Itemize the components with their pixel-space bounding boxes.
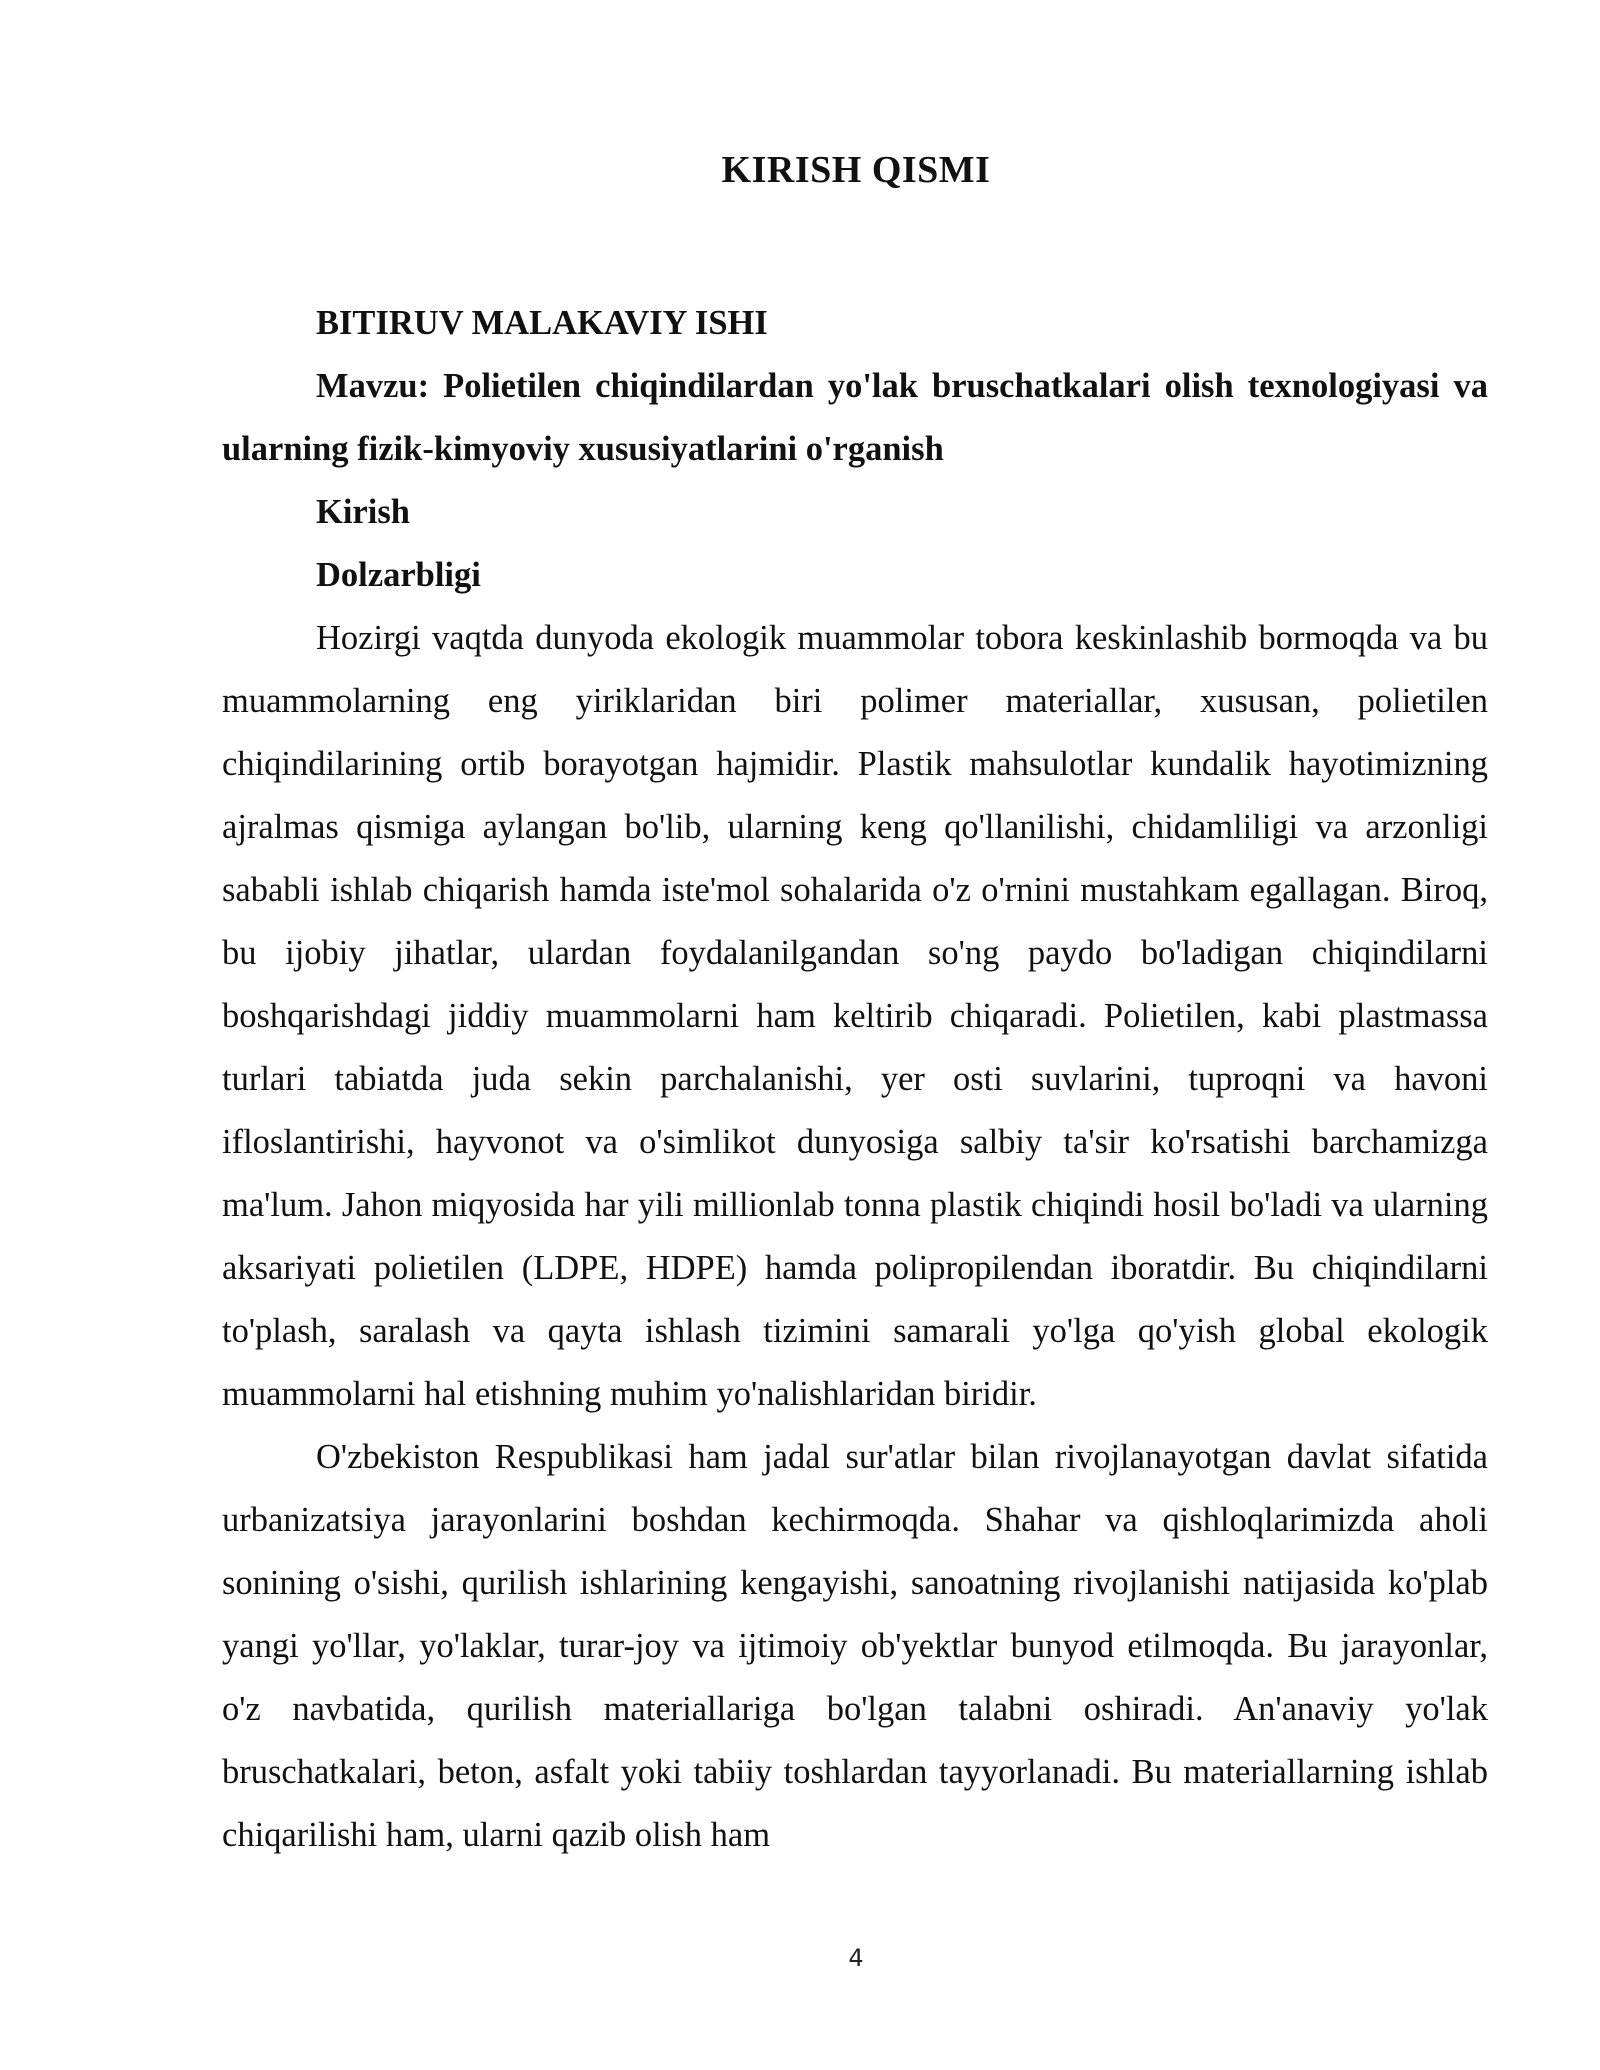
topic-heading: Mavzu: Polietilen chiqindilardan yo'lak bruschatkalari olish texnologiyasi va ularning fizik-kimyoviy xususiyatlarini o'rganish [222,367,1488,468]
body-paragraph-2: O'zbekiston Respublikasi ham jadal sur'atlar bilan rivojlanayotgan davlat sifatida urbanizatsiya jarayonlarini boshdan kechirmoqda. Shahar va qishloqlarimizda aholi sonining o'sishi, qurilish ishlarining kengayishi, sanoatning rivojlanishi natijasida ko'plab yangi yo'llar, yo'laklar, turar-joy va ijtimoiy ob'yektlar bunyod etilmoqda. Bu jarayonlar, o'z navbatida, qurilish materiallariga bo'lgan talabni oshiradi. An'anaviy yo'lak bruschatkalari, beton, asfalt yoki tabiiy toshlardan tayyorlanadi. Bu materiallarning ishlab chiqarilishi ham, ularni qazib olish ham [222,1438,1488,1854]
work-heading: BITIRUV MALAKAVIY ISHI [316,304,768,342]
document-body [222,292,1488,1867]
section-heading-relevance: Dolzarbligi [316,556,481,594]
section-heading-intro: Kirish [316,493,410,531]
page-title: KIRISH QISMI [721,149,991,191]
body-paragraph-1: Hozirgi vaqtda dunyoda ekologik muammolar tobora keskinlashib bormoqda va bu muammolarning eng yiriklaridan biri polimer materiallar, xususan, polietilen chiqindilarining ortib borayotgan hajmidir. Plastik mahsulotlar kundalik hayotimizning ajralmas qismiga aylangan bo'lib, ularning keng qo'llanilishi, chidamliligi va arzonligi sababli ishlab chiqarish hamda iste'mol sohalarida o'z o'rnini mustahkam egallagan. Biroq, bu ijobiy jihatlar, ulardan foydalanilgandan so'ng paydo bo'ladigan chiqindilarni boshqarishdagi jiddiy muammolarni ham keltirib chiqaradi. Polietilen, kabi plastmassa turlari tabiatda juda sekin parchalanishi, yer osti suvlarini, tuproqni va havoni ifloslantirishi, hayvonot va o'simlikot dunyosiga salbiy ta'sir ko'rsatishi barchamizga ma'lum. Jahon miqyosida har yili millionlab tonna plastik chiqindi hosil bo'ladi va ularning aksariyati polietilen (LDPE, HDPE) hamda polipropilendan iboratdir. Bu chiqindilarni to'plash, saralash va qayta ishlash tizimini samarali yo'lga qo'yish global ekologik muammolarni hal etishning muhim yo'nalishlaridan biridir. [222,619,1488,1413]
page-number: 4 [848,1944,864,1972]
